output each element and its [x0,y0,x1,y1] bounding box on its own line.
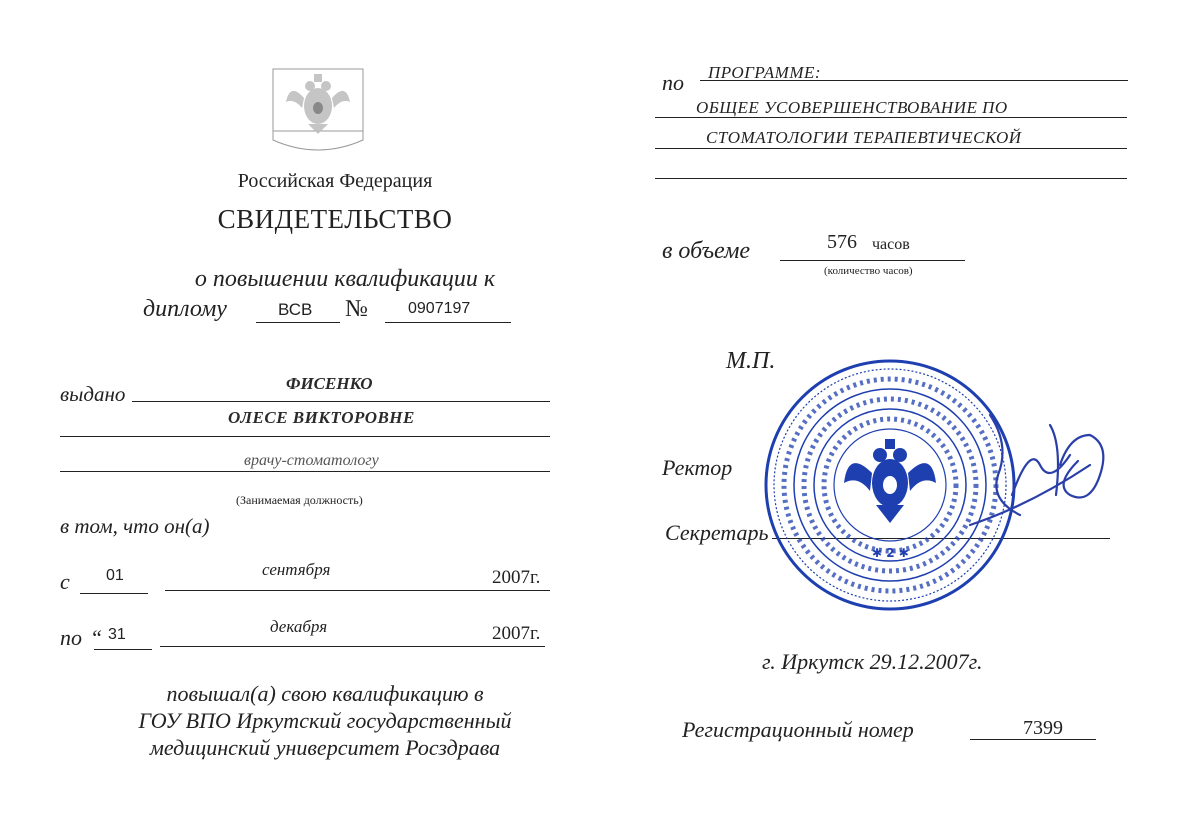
city-date: г. Иркутск 29.12.2007г. [762,649,983,674]
rector-label: Ректор [662,455,733,480]
program-prefix: по [662,70,684,95]
name-line [60,436,550,437]
from-day-line [80,593,148,594]
document-title: СВИДЕТЕЛЬСТВО [217,204,453,234]
rector-signature [950,405,1130,535]
to-month-line [160,646,545,647]
registration-number: 7399 [1023,717,1063,739]
qualification-text-line1: повышал(а) свою квалификацию в [166,681,484,706]
svg-text:✱ 2 ✱: ✱ 2 ✱ [872,546,909,560]
qualification-text-line2: ГОУ ВПО Иркутский государственный [138,708,512,733]
diploma-series: ВСВ [278,300,313,319]
recipient-surname: ФИСЕНКО [286,374,373,393]
secretary-label: Секретарь [665,520,769,545]
diploma-number: 0907197 [408,300,471,317]
volume-line [780,260,965,261]
from-prefix: с [60,569,70,594]
diploma-number-line [385,322,511,323]
volume-unit: часов [872,236,910,253]
to-prefix: по [60,625,82,650]
recipient-position: врачу-стоматологу [244,452,379,469]
to-day: 31 [108,626,126,643]
from-day: 01 [106,567,124,584]
volume-label: в объеме [662,238,751,264]
registration-label: Регистрационный номер [682,717,914,742]
position-line [60,471,550,472]
from-month: сентября [262,560,331,579]
subtitle-line: о повышении квалификации к [194,266,496,292]
from-year: 2007г. [492,567,541,588]
issued-label: выдано [60,382,126,406]
qualification-text-line3: медицинский университет Росздрава [149,735,501,760]
to-day-line [94,649,152,650]
diploma-label: диплому [143,296,227,322]
volume-caption: (количество часов) [824,265,913,277]
to-month: декабря [270,617,328,636]
seal-label: М.П. [726,348,776,374]
recipient-name: ОЛЕСЕ ВИКТОРОВНЕ [228,408,415,427]
program-line-3 [655,178,1127,179]
program-name-line1: ОБЩЕЕ УСОВЕРШЕНСТВОВАНИЕ ПО [696,98,1008,117]
to-day-open-quote: “ [90,625,103,650]
program-line-2 [655,148,1127,149]
diploma-series-line [256,322,340,323]
from-month-line [165,590,550,591]
position-caption: (Занимаемая должность) [236,493,363,507]
coat-of-arms-emblem [272,68,364,156]
country-name: Российская Федерация [237,170,433,192]
number-sign: № [345,296,368,322]
volume-value: 576 [827,231,857,253]
program-name-line2: СТОМАТОЛОГИИ ТЕРАПЕВТИЧЕСКОЙ [706,128,1022,147]
program-label: ПРОГРАММЕ: [708,63,822,82]
to-year: 2007г. [492,623,541,644]
surname-line [132,401,550,402]
that-label: в том, что он(а) [60,514,210,538]
